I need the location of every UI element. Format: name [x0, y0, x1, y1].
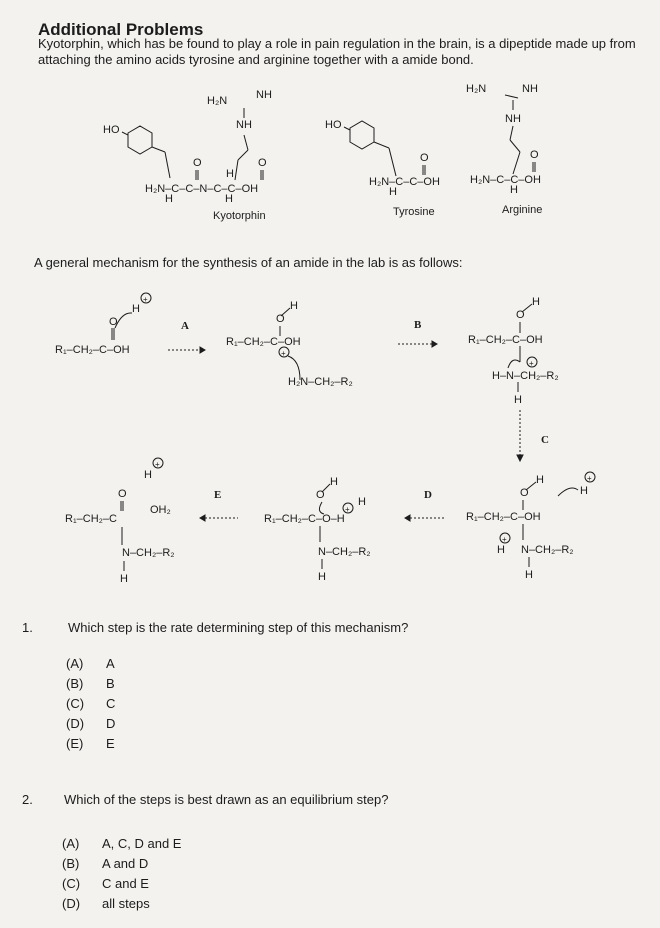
svg-text:H: H	[120, 573, 128, 585]
step-e-label: E	[214, 489, 222, 501]
svg-text:+: +	[587, 474, 592, 483]
svg-text:O: O	[193, 157, 202, 169]
question-1-number: 1.	[22, 620, 33, 635]
svg-text:H–N–CH₂–R₂: H–N–CH₂–R₂	[492, 370, 559, 382]
q2-option-c[interactable]: (C) C and E	[62, 876, 149, 891]
svg-text:H₂N–CH₂–R₂: H₂N–CH₂–R₂	[288, 376, 353, 388]
question-1-options	[66, 654, 115, 754]
svg-text:OH₂: OH₂	[150, 504, 171, 516]
svg-text:O: O	[530, 149, 539, 161]
svg-text:NH: NH	[256, 89, 272, 101]
svg-text:O: O	[258, 157, 267, 169]
svg-text:H: H	[358, 496, 366, 508]
svg-text:H: H	[165, 193, 173, 205]
svg-text:O: O	[520, 487, 529, 499]
svg-text:H: H	[226, 168, 234, 180]
svg-text:O: O	[516, 309, 525, 321]
svg-text:H: H	[536, 474, 544, 486]
step-c-arrow	[517, 410, 549, 461]
svg-text:H: H	[144, 469, 152, 481]
section-heading: Additional Problems	[38, 20, 204, 39]
svg-text:N–CH₂–R₂: N–CH₂–R₂	[122, 547, 175, 559]
svg-text:H: H	[510, 184, 518, 196]
svg-text:R₁–CH₂–C: R₁–CH₂–C	[65, 513, 117, 525]
svg-text:O: O	[420, 152, 429, 164]
svg-text:+: +	[143, 295, 148, 304]
tyrosine-structure	[325, 119, 440, 218]
q2-option-a[interactable]: (A) A, C, D and E	[62, 836, 182, 851]
svg-text:H₂N: H₂N	[466, 83, 487, 95]
svg-text:O: O	[109, 316, 118, 328]
svg-text:N–CH₂–R₂: N–CH₂–R₂	[318, 546, 371, 558]
question-2-text: Which of the steps is best drawn as an equilibrium step?	[64, 792, 389, 807]
svg-text:H: H	[580, 485, 588, 497]
svg-text:H: H	[290, 300, 298, 312]
svg-text:H: H	[330, 476, 338, 488]
svg-text:H: H	[225, 193, 233, 205]
q1-option-c[interactable]: (C) C	[66, 696, 116, 711]
svg-text:H₂N: H₂N	[207, 95, 228, 107]
svg-text:O: O	[316, 489, 325, 501]
q1-option-e[interactable]: (E) E	[66, 736, 115, 751]
svg-text:N–CH₂–R₂: N–CH₂–R₂	[521, 544, 574, 556]
svg-text:R₁–CH₂–C–OH: R₁–CH₂–C–OH	[226, 336, 301, 348]
svg-text:H: H	[318, 571, 326, 583]
svg-text:H₂N–C–C–N–C–C–OH: H₂N–C–C–N–C–C–OH	[145, 183, 259, 195]
q2-option-b[interactable]: (B) A and D	[62, 856, 149, 871]
svg-text:H₂N–C–C–OH: H₂N–C–C–OH	[470, 174, 541, 186]
q2-option-d[interactable]: (D) all steps	[62, 896, 150, 911]
svg-text:NH: NH	[236, 119, 252, 131]
svg-text:HO: HO	[325, 119, 342, 131]
kyotorphin-structure	[103, 89, 272, 222]
q1-option-b[interactable]: (B) B	[66, 676, 115, 691]
question-2-number: 2.	[22, 792, 33, 807]
svg-text:NH: NH	[505, 113, 521, 125]
svg-text:H₂N–C–C–OH: H₂N–C–C–OH	[369, 176, 440, 188]
mechanism-row-1	[55, 293, 559, 406]
tyrosine-label: Tyrosine	[393, 206, 435, 218]
svg-text:H: H	[532, 296, 540, 308]
svg-text:O: O	[276, 313, 285, 325]
svg-text:R₁–CH₂–C–OH: R₁–CH₂–C–OH	[466, 511, 541, 523]
svg-text:R₁–CH₂–C–O–H: R₁–CH₂–C–O–H	[264, 513, 345, 525]
intro-paragraph: Kyotorphin, which has be found to play a role in pain regulation in the brain, is a dipeptide made up from attaching the amino acids tyrosine and arginine together with a amide bond.	[38, 36, 636, 67]
svg-text:R₁–CH₂–C–OH: R₁–CH₂–C–OH	[55, 344, 130, 356]
svg-text:+: +	[529, 359, 534, 368]
mechanism-intro: A general mechanism for the synthesis of an amide in the lab is as follows:	[34, 255, 463, 270]
question-2-options	[62, 834, 181, 914]
question-1-text: Which step is the rate determining step of this mechanism?	[68, 620, 409, 635]
svg-text:HO: HO	[103, 124, 120, 136]
svg-text:H: H	[389, 186, 397, 198]
svg-text:H: H	[497, 544, 505, 556]
step-c-label: C	[541, 434, 549, 446]
step-a-label: A	[181, 320, 189, 332]
arginine-structure	[466, 83, 542, 216]
svg-text:O: O	[118, 488, 127, 500]
svg-text:+: +	[281, 349, 286, 358]
q1-option-d[interactable]: (D) D	[66, 716, 116, 731]
svg-text:+: +	[345, 505, 350, 514]
svg-text:H: H	[514, 394, 522, 406]
step-b-label: B	[414, 319, 422, 331]
svg-text:NH: NH	[522, 83, 538, 95]
step-d-label: D	[424, 489, 432, 501]
kyotorphin-label: Kyotorphin	[213, 210, 266, 222]
svg-text:H: H	[132, 303, 140, 315]
mechanism-row-2	[65, 458, 595, 585]
svg-text:+: +	[502, 535, 507, 544]
arginine-label: Arginine	[502, 204, 543, 216]
svg-text:H: H	[525, 569, 533, 581]
svg-text:R₁–CH₂–C–OH: R₁–CH₂–C–OH	[468, 334, 543, 346]
q1-option-a[interactable]: (A) A	[66, 656, 115, 671]
svg-text:+: +	[155, 460, 160, 469]
